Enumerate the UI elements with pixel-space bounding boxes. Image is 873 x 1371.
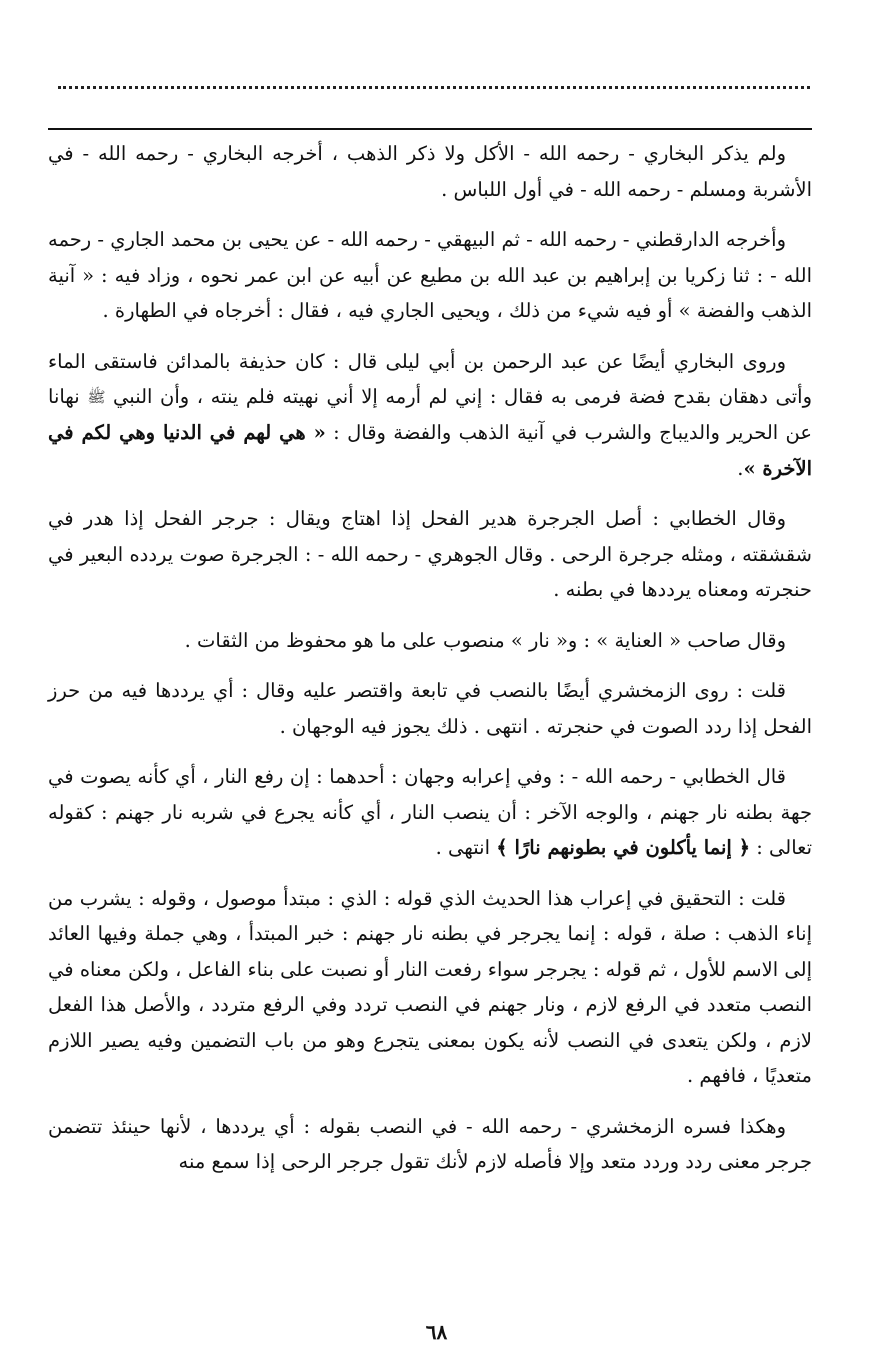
paragraph <box>48 344 812 487</box>
quoted-text: ﴿ إنما يأكلون في بطونهم نارًا ﴾ <box>496 836 751 860</box>
text-segment: . <box>737 456 744 480</box>
text-segment: قلت : التحقيق في إعراب هذا الحديث الذي قوله : الذي : مبتدأ موصول ، وقوله : يشرب من إناء الذهب : صلة ، قوله : إنما يجرجر في بطنه نار جهنم : خبر المبتدأ ، وهي جملة وفيها العائد إلى الاسم للأول ، ثم قوله : يجرجر سواء رفعت النار أو نصبت على بناء الفاعل ، ولكن معناه في النصب متعدد في الرفع لازم ، ونار جهنم في النصب تردد وفي الرفع متردد ، والأصل هذا الفعل لازم ، ولكن يتعدى في النصب لأنه يكون بمعنى يتجرع وهو من باب التضمين وفيه يصير اللازم متعديًا ، فافهم . <box>48 886 812 1088</box>
main-text <box>48 136 812 1180</box>
quoted-text: « هي لهم في الدنيا وهي لكم في الآخرة » <box>48 421 812 480</box>
text-segment: ولم يذكر البخاري - رحمه الله - الأكل ولا ذكر الذهب ، أخرجه البخاري - رحمه الله - في الأشربة ومسلم - رحمه الله - في أول اللباس . <box>48 142 812 201</box>
dotted-separator <box>58 86 810 89</box>
paragraph <box>48 881 812 1094</box>
paragraph <box>48 1109 812 1180</box>
paragraph <box>48 222 812 329</box>
paragraph <box>48 623 812 659</box>
page-number: ٦٨ <box>425 1320 448 1344</box>
salla-symbol: ﷺ <box>87 387 106 406</box>
text-segment: وأخرجه الدارقطني - رحمه الله - ثم البيهقي - رحمه الله - عن يحيى بن محمد الجاري - رحمه الله - : ثنا زكريا بن إبراهيم بن عبد الله بن مطيع عن أبيه عن ابن عمر نحوه ، وزاد فيه : « آنية الذهب والفضة » أو فيه شيء من ذلك ، ويحيى الجاري فيه ، فقال : أخرجاه في الطهارة . <box>48 228 812 322</box>
paragraph <box>48 501 812 608</box>
text-segment: وقال الخطابي : أصل الجرجرة هدير الفحل إذا اهتاج ويقال : جرجر الفحل إذا هدر في شقشقته ، ومثله جرجرة الرحى . وقال الجوهري - رحمه الله - : الجرجرة صوت يردده البعير في حنجرته ومعناه يرددها في بطنه . <box>48 507 812 602</box>
text-segment: انتهى . <box>435 836 497 860</box>
header-rule <box>48 128 812 130</box>
paragraph <box>48 759 812 866</box>
text-segment: نهانا عن الحرير والديباج والشرب في آنية الذهب والفضة وقال : <box>48 385 813 445</box>
text-segment: قال الخطابي - رحمه الله - : وفي إعرابه وجهان : أحدهما : إن رفع النار ، أي كأنه يصوت في جهة بطنه نار جهنم ، والوجه الآخر : أن ينصب النار ، أي كأنه يجرع في شربه نار جهنم : كقوله تعالى : <box>48 765 812 860</box>
text-segment: قلت : روى الزمخشري أيضًا بالنصب في تابعة واقتصر عليه وقال : أي يرددها فيه من حرز الفحل إذا ردد الصوت في حنجرته . انتهى . ذلك يجوز فيه الوجهان . <box>48 679 812 738</box>
text-segment: وقال صاحب « العناية » : و« نار » منصوب على ما هو محفوظ من الثقات . <box>184 628 786 652</box>
text-segment: وروى البخاري أيضًا عن عبد الرحمن بن أبي ليلى قال : كان حذيفة بالمدائن فاستقى الماء وأتى دهقان بقدح فضة فرمى به فقال : إني لم أرمه إلا أني نهيته فلم ينته ، وأن النبي <box>48 349 812 408</box>
paragraph <box>48 136 812 207</box>
text-segment: وهكذا فسره الزمخشري - رحمه الله - في النصب بقوله : أي يرددها ، لأنها حينئذ تتضمن جرجر معنى ردد وردد متعد وإلا فأصله لازم لأنك تقول جرجر الرحى إذا سمع منه <box>48 1114 812 1174</box>
paragraph <box>48 673 812 744</box>
